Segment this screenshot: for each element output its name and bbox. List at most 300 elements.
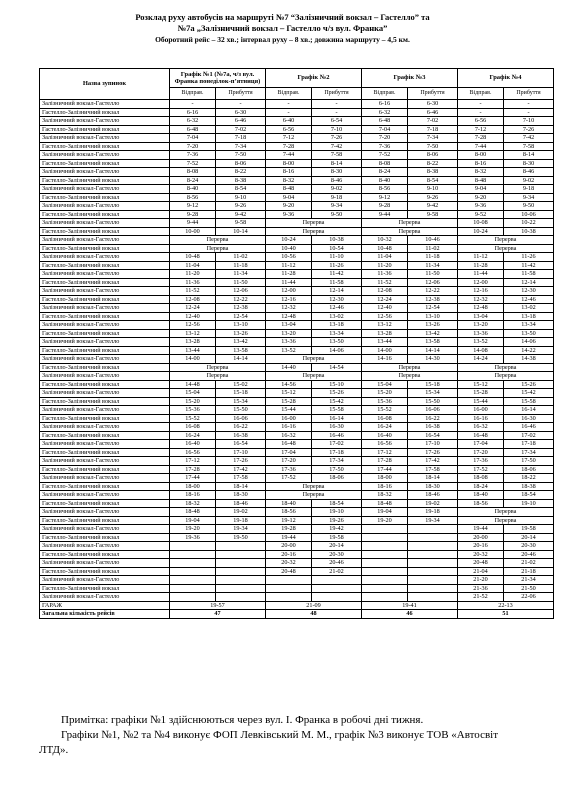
time-cell: 7-20 [362,134,408,143]
table-row [40,567,554,576]
time-cell: 11-02 [408,244,458,253]
time-cell: 6-56 [458,117,504,126]
header-schedule-4: Графік №4 [458,69,554,88]
total-trips: 46 [362,610,458,619]
time-cell: 20-16 [458,542,504,551]
time-cell [312,584,362,593]
time-cell: 9-02 [504,176,554,185]
time-cell: 11-18 [216,261,266,270]
subheader-arrival: Прибуття [216,87,266,99]
time-cell: 9-20 [458,193,504,202]
time-cell: 8-38 [216,176,266,185]
time-cell: 11-28 [458,261,504,270]
time-cell: 12-30 [312,295,362,304]
time-cell: 15-04 [362,380,408,389]
time-cell: 13-04 [458,312,504,321]
total-label: Загальна кількість рейсів [40,610,170,619]
time-cell: 16-08 [362,414,408,423]
time-cell [170,559,216,568]
time-cell: 11-44 [266,278,312,287]
time-cell: 15-18 [216,389,266,398]
table-row [40,355,554,364]
stop-name: Залізничний вокзал-Гастелло [40,457,170,466]
time-cell: 11-42 [504,261,554,270]
time-cell: 17-10 [216,448,266,457]
time-cell: 11-04 [362,253,408,262]
stop-name: Гастелло-Залізничний вокзал [40,244,170,253]
time-cell: 13-26 [408,321,458,330]
stop-name: Гастелло-Залізничний вокзал [40,431,170,440]
time-cell: 6-16 [170,108,216,117]
time-cell: 15-36 [362,397,408,406]
time-cell: 13-10 [408,312,458,321]
time-cell: 12-22 [408,287,458,296]
time-cell: 13-34 [312,329,362,338]
schedule-table [39,68,554,619]
time-cell: 10-24 [458,227,504,236]
time-cell: 13-20 [266,329,312,338]
time-cell: 18-30 [216,491,266,500]
time-cell: 18-22 [504,474,554,483]
stop-name: Гастелло-Залізничний вокзал [40,465,170,474]
stop-name: Залізничний вокзал-Гастелло [40,151,170,160]
notes [39,713,529,758]
stop-name: Залізничний вокзал-Гастелло [40,559,170,568]
table-row [40,457,554,466]
note-2: Графіки №1, №2 та №4 виконує ФОП Левківський М. М., графік №3 виконує ТОВ «Автосвіт ЛТД». [39,729,499,756]
stop-name: Залізничний вокзал-Гастелло [40,508,170,517]
time-cell: 19-02 [408,499,458,508]
time-cell: 11-18 [408,253,458,262]
table-row [40,168,554,177]
time-cell: 18-40 [266,499,312,508]
time-cell: 15-52 [170,414,216,423]
time-cell: 15-42 [312,397,362,406]
stop-name: Залізничний вокзал-Гастелло [40,134,170,143]
table-row [40,440,554,449]
stop-name: Залізничний вокзал-Гастелло [40,576,170,585]
time-cell: 12-16 [266,295,312,304]
time-cell: 9-50 [504,202,554,211]
stop-name: Залізничний вокзал-Гастелло [40,389,170,398]
time-cell: 10-38 [504,227,554,236]
time-cell [408,593,458,602]
time-cell: 8-00 [266,159,312,168]
stop-name: Залізничний вокзал-Гастелло [40,542,170,551]
table-row [40,372,554,381]
time-cell [362,559,408,568]
time-cell: 8-00 [458,151,504,160]
time-cell: 7-18 [216,134,266,143]
time-cell: 21-20 [458,576,504,585]
table-row [40,312,554,321]
time-cell: 14-14 [408,346,458,355]
table-row [40,584,554,593]
time-cell: 18-00 [170,482,216,491]
stop-name: Гастелло-Залізничний вокзал [40,227,170,236]
time-cell: 15-12 [458,380,504,389]
time-cell: 21-52 [458,593,504,602]
table-row [40,227,554,236]
time-cell: 8-22 [216,168,266,177]
header-schedule-2: Графік №2 [266,69,362,88]
time-cell: 11-12 [266,261,312,270]
time-cell: 16-56 [170,448,216,457]
time-cell: 20-32 [266,559,312,568]
time-cell: 11-10 [312,253,362,262]
time-cell: 17-28 [362,457,408,466]
stop-name: Гастелло-Залізничний вокзал [40,176,170,185]
time-cell [362,542,408,551]
time-cell: 13-12 [170,329,216,338]
time-cell: 12-06 [216,287,266,296]
time-cell: 14-56 [266,380,312,389]
time-cell: 20-46 [312,559,362,568]
time-cell: 20-16 [266,550,312,559]
time-cell: 14-06 [312,346,362,355]
time-cell: 15-44 [458,397,504,406]
stop-name: Залізничний вокзал-Гастелло [40,593,170,602]
time-cell: 13-50 [312,338,362,347]
stop-name: Гастелло-Залізничний вокзал [40,499,170,508]
time-cell [170,550,216,559]
time-cell [216,584,266,593]
time-cell: 11-58 [312,278,362,287]
time-cell: 17-26 [408,448,458,457]
stop-name: Гастелло-Залізничний вокзал [40,278,170,287]
table-row [40,431,554,440]
time-cell: 9-52 [458,210,504,219]
time-cell: 11-20 [362,261,408,270]
time-cell: 9-44 [170,219,216,228]
time-cell: 7-50 [216,151,266,160]
time-cell: 7-12 [458,125,504,134]
stop-name: Залізничний вокзал-Гастелло [40,270,170,279]
time-cell: 15-12 [266,389,312,398]
time-cell: 15-42 [504,389,554,398]
time-cell: 16-48 [458,431,504,440]
time-cell: 17-42 [408,457,458,466]
break-cell: Перерва [266,355,362,364]
time-cell: 15-20 [362,389,408,398]
time-cell: 13-44 [362,338,408,347]
garage-label: ГАРАЖ [40,601,170,610]
time-cell: 21-02 [504,559,554,568]
time-cell: 6-30 [408,100,458,109]
time-cell: 9-18 [312,193,362,202]
stop-name: Залізничний вокзал-Гастелло [40,355,170,364]
time-cell: 13-36 [458,329,504,338]
table-row [40,261,554,270]
time-cell: 12-14 [312,287,362,296]
break-cell: Перерва [362,219,458,228]
time-cell: 11-50 [408,270,458,279]
time-cell: 15-20 [170,397,216,406]
stop-name: Залізничний вокзал-Гастелло [40,440,170,449]
table-row [40,295,554,304]
garage-row [40,601,554,610]
time-cell: 11-44 [458,270,504,279]
time-cell: 9-36 [458,202,504,211]
time-cell: 13-02 [312,312,362,321]
time-cell: 17-20 [458,448,504,457]
time-cell: 14-16 [362,355,408,364]
time-cell [408,533,458,542]
time-cell [312,593,362,602]
time-cell: 8-32 [266,176,312,185]
time-cell [170,593,216,602]
time-cell: 14-14 [216,355,266,364]
table-row [40,278,554,287]
time-cell: 13-18 [504,312,554,321]
time-cell: 7-52 [170,159,216,168]
table-row [40,482,554,491]
time-cell: - [458,100,504,109]
time-cell: - [504,100,554,109]
time-cell: 6-56 [266,125,312,134]
time-cell: 9-50 [312,210,362,219]
time-cell: 17-36 [266,465,312,474]
time-cell: 9-58 [408,210,458,219]
time-cell: 8-54 [216,185,266,194]
time-cell: 19-28 [266,525,312,534]
time-cell [408,559,458,568]
table-row [40,414,554,423]
time-cell [312,576,362,585]
time-cell: 17-50 [504,457,554,466]
time-cell: 21-04 [458,567,504,576]
time-cell: 6-48 [362,117,408,126]
table-row [40,550,554,559]
subheader-arrival: Прибуття [504,87,554,99]
table-row [40,533,554,542]
time-cell: 19-10 [312,508,362,517]
time-cell: 8-40 [170,185,216,194]
time-cell: 15-02 [216,380,266,389]
time-cell: 10-00 [170,227,216,236]
time-cell: 7-20 [170,142,216,151]
time-cell: 16-08 [170,423,216,432]
table-row [40,202,554,211]
time-cell: 10-46 [408,236,458,245]
stop-name: Гастелло-Залізничний вокзал [40,448,170,457]
time-cell: 12-46 [312,304,362,313]
time-cell: 9-36 [266,210,312,219]
time-cell: 16-38 [408,423,458,432]
time-cell [362,533,408,542]
time-cell: 17-34 [312,457,362,466]
time-cell: 13-52 [266,346,312,355]
time-cell: - [266,108,312,117]
time-cell: 13-28 [170,338,216,347]
stop-name: Гастелло-Залізничний вокзал [40,516,170,525]
time-cell: 16-30 [312,423,362,432]
time-cell: 12-00 [266,287,312,296]
time-cell: 15-58 [504,397,554,406]
time-cell: 15-28 [266,397,312,406]
stop-name: Залізничний вокзал-Гастелло [40,474,170,483]
time-cell: 16-40 [362,431,408,440]
time-cell [216,550,266,559]
time-cell: 8-30 [312,168,362,177]
table-row [40,142,554,151]
time-cell: 8-48 [266,185,312,194]
time-cell: 8-56 [170,193,216,202]
time-cell: - [312,108,362,117]
time-cell: 15-10 [312,380,362,389]
stop-name: Гастелло-Залізничний вокзал [40,159,170,168]
time-cell: 16-16 [458,414,504,423]
time-cell: 14-22 [504,346,554,355]
stop-name: Гастелло-Залізничний вокзал [40,125,170,134]
table-row [40,219,554,228]
time-cell: 12-24 [170,304,216,313]
time-cell: 6-54 [312,117,362,126]
time-cell: 16-46 [312,431,362,440]
time-cell: 12-54 [408,304,458,313]
time-cell [170,542,216,551]
time-cell: 7-36 [170,151,216,160]
time-cell: 14-54 [312,363,362,372]
time-cell: 18-56 [458,499,504,508]
time-cell: 18-48 [170,508,216,517]
time-cell: 8-14 [504,151,554,160]
time-cell [362,550,408,559]
time-cell: 16-30 [504,414,554,423]
total-trips: 47 [170,610,266,619]
time-cell [362,584,408,593]
time-cell [408,542,458,551]
time-cell: 8-56 [362,185,408,194]
time-cell: 18-54 [504,491,554,500]
time-cell: 17-02 [504,431,554,440]
document-title [0,12,565,45]
time-cell: - [312,100,362,109]
time-cell [216,593,266,602]
time-cell: 12-06 [408,278,458,287]
time-cell: 9-26 [216,202,266,211]
time-cell: 18-08 [458,474,504,483]
time-cell: 13-12 [362,321,408,330]
time-cell: 21-50 [504,584,554,593]
time-cell: 10-38 [312,236,362,245]
break-cell: Перерва [266,482,362,491]
stop-name: Залізничний вокзал-Гастелло [40,253,170,262]
table-row [40,516,554,525]
table-row [40,423,554,432]
stop-name: Гастелло-Залізничний вокзал [40,261,170,270]
time-cell: 7-10 [312,125,362,134]
time-cell [362,576,408,585]
time-cell: 12-30 [504,287,554,296]
time-cell: 14-30 [408,355,458,364]
stop-name: Гастелло-Залізничний вокзал [40,380,170,389]
title-line-1: Розклад руху автобусів на маршруті №7 “Залізничний вокзал – Гастелло” та [135,12,430,22]
time-cell: 13-44 [170,346,216,355]
time-cell: 22-06 [504,593,554,602]
time-cell: 15-18 [408,380,458,389]
stop-name: Гастелло-Залізничний вокзал [40,295,170,304]
time-cell: 9-10 [408,185,458,194]
time-cell: 16-00 [458,406,504,415]
break-cell: Перерва [458,363,554,372]
table-row [40,159,554,168]
table-row [40,185,554,194]
time-cell: 15-44 [266,406,312,415]
time-cell: 13-18 [312,321,362,330]
time-cell [216,542,266,551]
time-cell: 11-12 [458,253,504,262]
time-cell: 18-16 [170,491,216,500]
time-cell: 9-02 [312,185,362,194]
time-cell: 18-32 [170,499,216,508]
stop-name: Гастелло-Залізничний вокзал [40,108,170,117]
time-cell: 15-52 [362,406,408,415]
break-cell: Перерва [362,363,458,372]
time-cell: 11-02 [216,253,266,262]
time-cell: 7-36 [362,142,408,151]
time-cell: 15-26 [504,380,554,389]
time-cell: 17-50 [312,465,362,474]
time-cell: 8-38 [408,168,458,177]
stop-name: Залізничний вокзал-Гастелло [40,372,170,381]
time-cell: 8-40 [362,176,408,185]
table-row [40,287,554,296]
time-cell: 13-04 [266,321,312,330]
time-cell: 8-08 [170,168,216,177]
table-row [40,593,554,602]
garage-time: 19-41 [362,601,458,610]
table-row [40,329,554,338]
total-trips: 51 [458,610,554,619]
header-schedule-1: Графік №1 (№7а, ч/з вул. Франка понеділок-п’ятниця) [170,69,266,88]
time-cell: 18-48 [362,499,408,508]
time-cell: 17-18 [504,440,554,449]
time-cell: 14-24 [458,355,504,364]
subheader-departure: Відправ. [170,87,216,99]
time-cell: 11-52 [362,278,408,287]
table-row [40,210,554,219]
stop-name: Гастелло-Залізничний вокзал [40,414,170,423]
subheader-arrival: Прибуття [312,87,362,99]
time-cell: 16-24 [170,431,216,440]
time-cell: 12-16 [458,287,504,296]
time-cell: 10-32 [362,236,408,245]
time-cell: 6-46 [216,117,266,126]
time-cell: 12-56 [362,312,408,321]
time-cell: 10-22 [504,219,554,228]
time-cell: 13-58 [408,338,458,347]
time-cell [408,567,458,576]
subheader-departure: Відправ. [266,87,312,99]
time-cell: 19-50 [216,533,266,542]
table-row [40,363,554,372]
time-cell: 7-26 [504,125,554,134]
time-cell: 18-32 [362,491,408,500]
time-cell: 7-52 [362,151,408,160]
time-cell: 11-20 [170,270,216,279]
time-cell: 17-42 [216,465,266,474]
time-cell: 18-38 [504,482,554,491]
stop-name: Гастелло-Залізничний вокзал [40,329,170,338]
break-cell: Перерва [458,236,554,245]
time-cell: 18-40 [458,491,504,500]
time-cell: 19-04 [170,516,216,525]
stop-name: Залізничний вокзал-Гастелло [40,287,170,296]
time-cell: 17-20 [266,457,312,466]
stop-name: Залізничний вокзал-Гастелло [40,423,170,432]
time-cell: 12-48 [458,304,504,313]
